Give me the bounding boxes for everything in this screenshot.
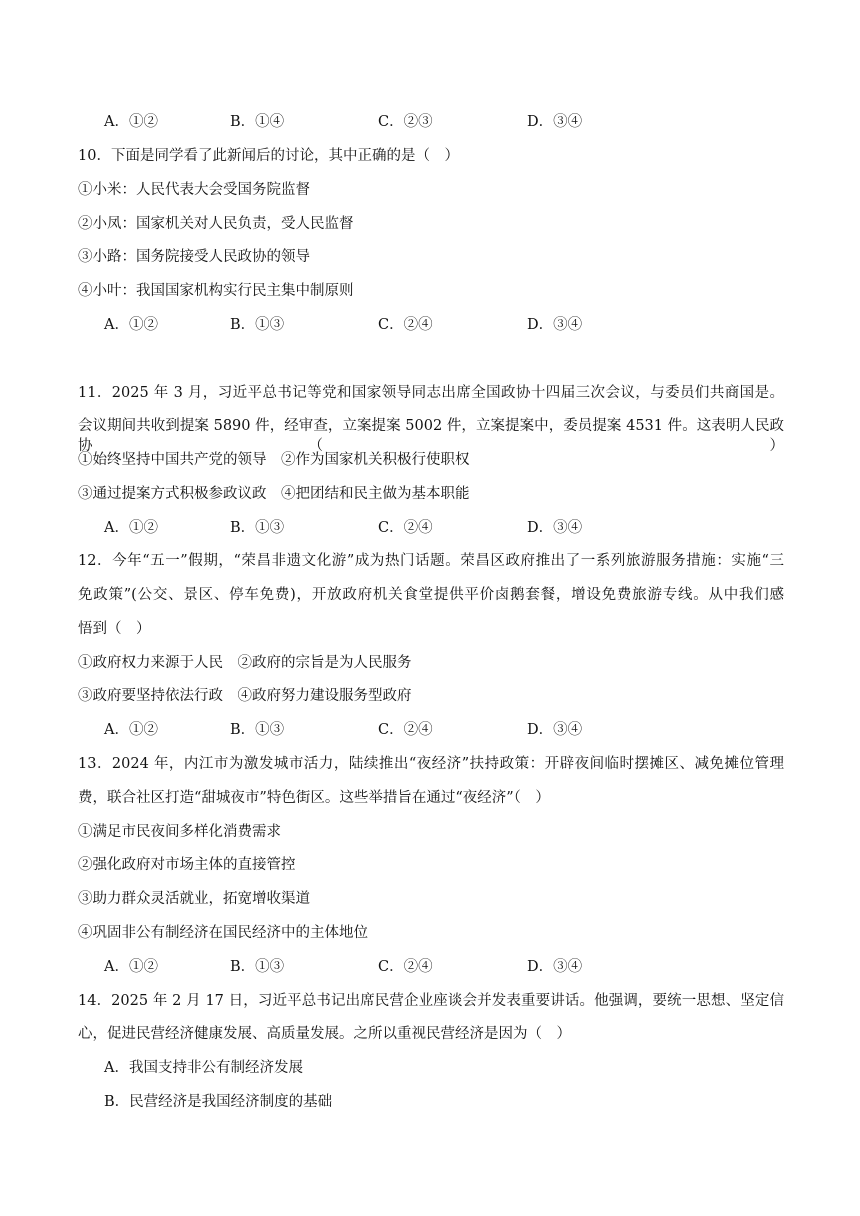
q11-item-line-1: ①始终坚持中国共产党的领导 ②作为国家机关积极行使职权 [78, 452, 470, 468]
option-b: B．①③ [230, 520, 285, 536]
q12-stem-line-2: 免政策”(公交、景区、停车免费)，开放政府机关食堂提供平价卤鹅套餐，增设免费旅游专线。从中我们感 [78, 587, 784, 603]
q11-options-row [104, 518, 744, 538]
option-c: C．②④ [378, 959, 433, 975]
q11-stem-line-2: 会议期间共收到提案 5890 件，经审查，立案提案 5002 件，立案提案中，委员提案 4531 件。这表明人民政协（ ） [78, 418, 784, 454]
option-d: D．③④ [527, 317, 583, 333]
option-c: C．②④ [378, 520, 433, 536]
q10-options-row [104, 315, 744, 335]
option-a: A．①② [104, 317, 158, 333]
q11-item-line-2: ③通过提案方式积极参政议政 ④把团结和民主做为基本职能 [78, 486, 470, 502]
q14-stem-line-1: 14．2025 年 2 月 17 日，习近平总书记出席民营企业座谈会并发表重要讲话。他强调，要统一思想、坚定信 [78, 993, 784, 1009]
top-options-row [104, 112, 744, 132]
option-d: D．③④ [527, 520, 583, 536]
option-a: A．①② [104, 959, 158, 975]
option-b: B．①③ [230, 317, 285, 333]
q13-stem-line-2: 费，联合社区打造“甜城夜市”特色街区。这些举措旨在通过“夜经济”（ ） [78, 790, 550, 806]
q11-stem-line-1: 11．2025 年 3 月，习近平总书记等党和国家领导同志出席全国政协十四届三次会议，与委员们共商国是。 [78, 385, 784, 401]
q12-item-line-1: ①政府权力来源于人民 ②政府的宗旨是为人民服务 [78, 655, 412, 671]
option-d: D．③④ [527, 959, 583, 975]
option-d: D．③④ [527, 114, 583, 130]
q14-stem-line-2: 心，促进民营经济健康发展、高质量发展。之所以重视民营经济是因为（ ） [78, 1026, 571, 1042]
q12-stem-line-1: 12．今年“五一”假期，“荣昌非遗文化游”成为热门话题。荣昌区政府推出了一系列旅游服务措施：实施“三 [78, 553, 784, 569]
option-c: C．②④ [378, 317, 433, 333]
option-a: A．①② [104, 520, 158, 536]
q13-item-4: ④巩固非公有制经济在国民经济中的主体地位 [78, 925, 368, 941]
q13-item-1: ①满足市民夜间多样化消费需求 [78, 824, 281, 840]
option-a: A．①② [104, 722, 158, 738]
option-c: C．②③ [378, 114, 433, 130]
q10-item-4: ④小叶：我国国家机构实行民主集中制原则 [78, 283, 354, 299]
q13-item-3: ③助力群众灵活就业，拓宽增收渠道 [78, 891, 310, 907]
q14-option-b: B．民营经济是我国经济制度的基础 [104, 1094, 333, 1110]
q10-item-3: ③小路：国务院接受人民政协的领导 [78, 249, 310, 265]
option-b: B．①④ [230, 114, 285, 130]
option-a: A．①② [104, 114, 158, 130]
q12-options-row [104, 720, 744, 740]
option-b: B．①③ [230, 722, 285, 738]
option-d: D．③④ [527, 722, 583, 738]
q13-item-2: ②强化政府对市场主体的直接管控 [78, 857, 296, 873]
q12-item-line-2: ③政府要坚持依法行政 ④政府努力建设服务型政府 [78, 688, 412, 704]
q10-item-1: ①小米：人民代表大会受国务院监督 [78, 182, 310, 198]
q13-stem-line-1: 13．2024 年，内江市为激发城市活力，陆续推出“夜经济”扶持政策：开辟夜间临时摆摊区、减免摊位管理 [78, 756, 784, 772]
q14-option-a: A．我国支持非公有制经济发展 [104, 1060, 303, 1076]
q12-stem-line-3: 悟到（ ） [78, 621, 151, 637]
q10-item-2: ②小凤：国家机关对人民负责，受人民监督 [78, 216, 354, 232]
option-b: B．①③ [230, 959, 285, 975]
option-c: C．②④ [378, 722, 433, 738]
q13-options-row [104, 957, 744, 977]
q10-stem: 10．下面是同学看了此新闻后的讨论，其中正确的是（ ） [78, 148, 459, 164]
